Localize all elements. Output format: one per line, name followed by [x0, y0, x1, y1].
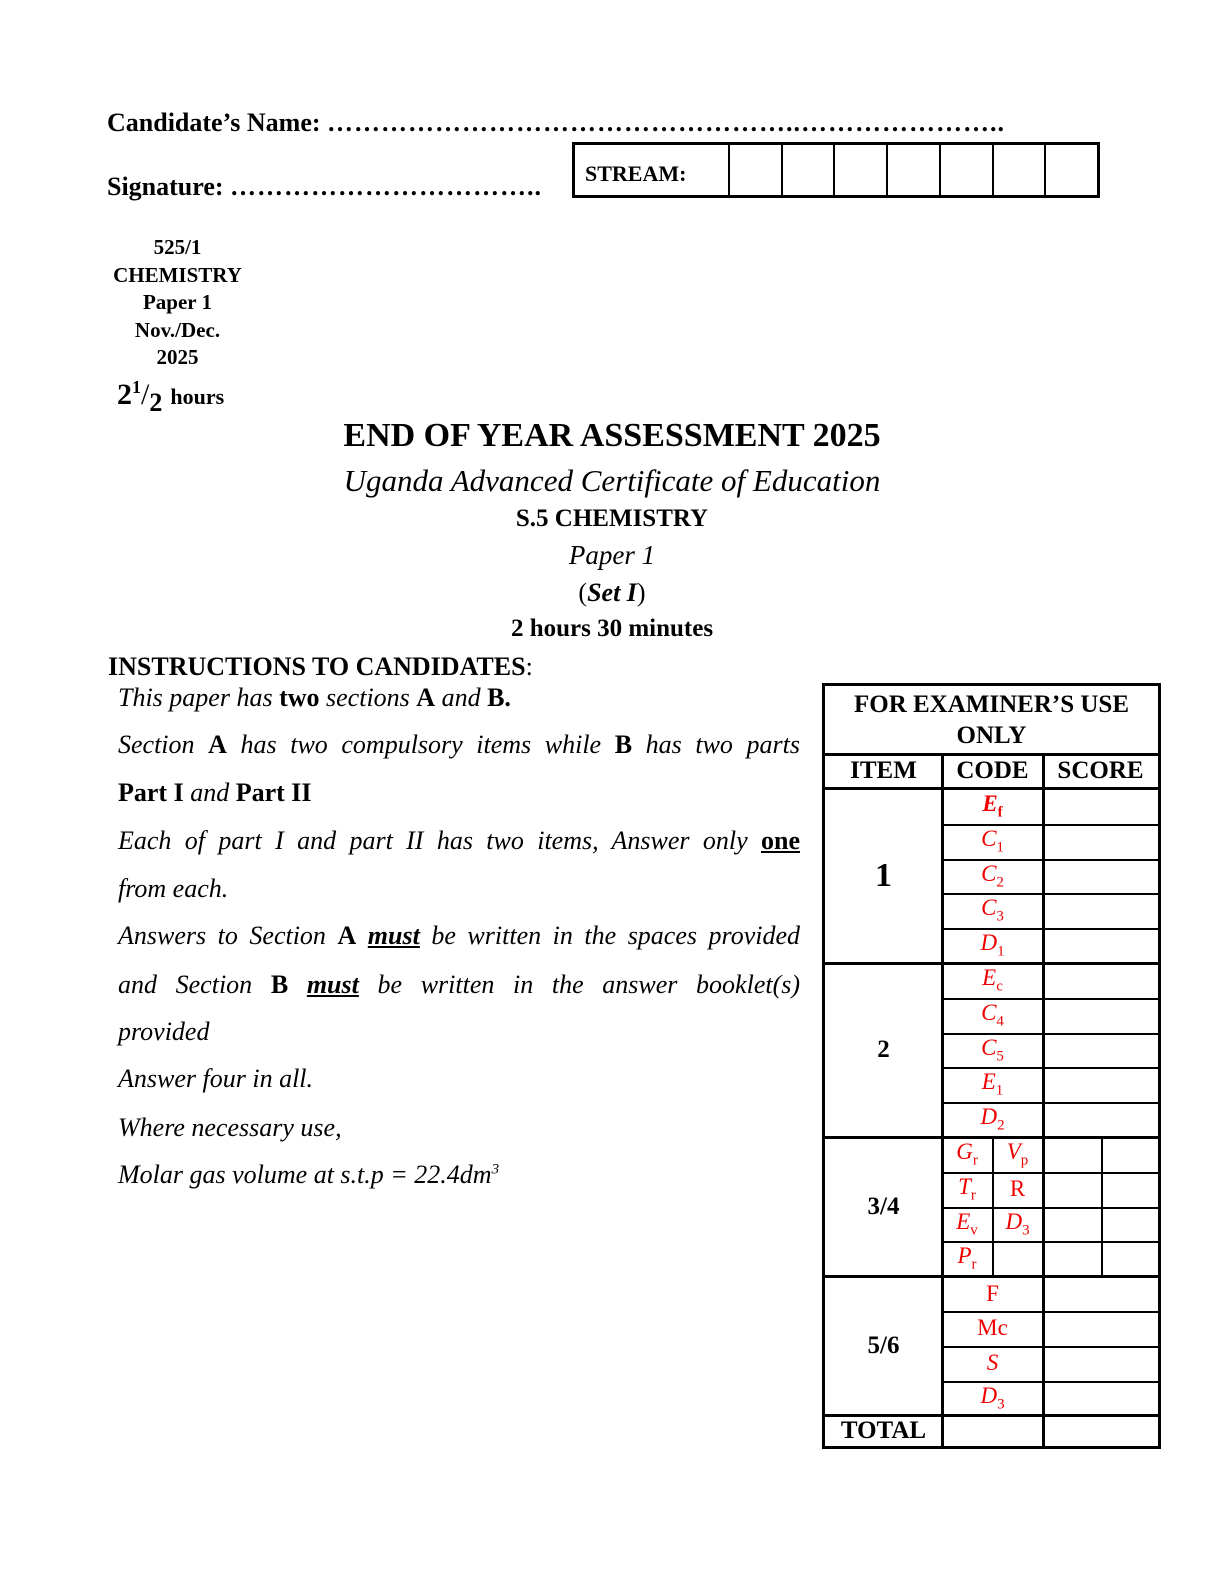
examiner-title — [825, 686, 1158, 753]
total-score-cell[interactable] — [1043, 1415, 1158, 1446]
code-cell — [942, 1311, 1043, 1346]
page-title: END OF YEAR ASSESSMENT 2025 — [343, 417, 881, 454]
item-number: 3/4 — [867, 1192, 900, 1220]
text: B — [270, 970, 289, 999]
table-rule — [942, 1241, 1158, 1243]
text: A — [337, 921, 357, 950]
exam-paper: Paper 1 — [568, 540, 656, 570]
col-header-item: ITEM — [850, 757, 917, 784]
set-close: ) — [636, 578, 646, 607]
stream-cell[interactable] — [835, 145, 888, 195]
page-subtitle: Uganda Advanced Certificate of Education — [343, 463, 881, 498]
score-cell[interactable] — [1043, 1172, 1101, 1207]
exam-duration: 2 hours 30 minutes — [510, 615, 714, 642]
paper-subject: CHEMISTRY — [113, 262, 242, 287]
score-cell[interactable] — [1043, 963, 1158, 998]
instruction-line-1 — [118, 683, 800, 713]
total-code-cell — [942, 1415, 1043, 1446]
stream-cell[interactable] — [730, 145, 783, 195]
text: and — [435, 683, 488, 712]
score-code-subscript: p — [1020, 1152, 1029, 1169]
table-rule — [942, 1172, 1158, 1174]
stream-label: STREAM: — [575, 145, 730, 195]
score-code: Mc — [977, 1315, 1008, 1341]
text: A — [416, 683, 436, 712]
score-cell[interactable] — [1101, 1241, 1158, 1276]
item-number: 5/6 — [867, 1331, 900, 1359]
code-cell — [992, 1241, 1043, 1276]
score-cell[interactable] — [1043, 1102, 1158, 1137]
text: Section — [118, 730, 209, 759]
code-cell — [942, 1137, 992, 1172]
candidate-name-dots: ……………………………………………..………………….. — [327, 108, 1006, 137]
score-cell[interactable] — [1101, 1207, 1158, 1242]
score-code-subscript: 2 — [996, 874, 1004, 891]
score-code-subscript: 2 — [997, 1117, 1005, 1134]
table-rule — [942, 928, 1158, 930]
text: has two parts — [632, 730, 800, 759]
exam-subject: S.5 CHEMISTRY — [515, 505, 709, 532]
instruction-line-4 — [118, 826, 800, 856]
score-cell[interactable] — [1043, 1137, 1101, 1172]
table-rule — [1101, 1137, 1103, 1276]
instruction-line-5: from each. — [118, 874, 229, 903]
score-cell[interactable] — [1043, 1067, 1158, 1102]
score-code: F — [986, 1280, 999, 1306]
time-numerator: 1 — [132, 377, 141, 397]
text: and — [183, 778, 236, 807]
score-code: $E_1$ — [981, 1069, 1004, 1100]
stream-cell[interactable] — [941, 145, 994, 195]
score-cell[interactable] — [1043, 859, 1158, 894]
code-cell — [942, 1172, 992, 1207]
table-rule — [1042, 753, 1045, 1446]
code-cell — [942, 1346, 1043, 1381]
item-number: 1 — [875, 857, 892, 894]
examiner-title-line: FOR EXAMINER’S USE — [853, 690, 1130, 718]
text: be written in the spaces provided — [419, 921, 800, 950]
score-code: $D_1$ — [980, 930, 1005, 960]
score-code: $E_f$ — [982, 791, 1003, 821]
text: be written in the answer booklet(s) — [358, 970, 801, 999]
table-rule — [942, 1067, 1158, 1069]
paper-number: Paper 1 — [142, 290, 213, 314]
instructions-heading — [108, 652, 533, 682]
score-code: $P_r$ — [957, 1243, 977, 1274]
stream-box — [572, 142, 1100, 198]
text: 3 — [491, 1161, 500, 1178]
instruction-line-2 — [118, 730, 800, 760]
code-cell — [942, 1276, 1043, 1311]
signature-field[interactable] — [107, 172, 542, 202]
candidate-name-field[interactable] — [107, 108, 1005, 138]
code-cell — [942, 1102, 1043, 1137]
text: has two compulsory items while — [226, 730, 615, 759]
score-cell[interactable] — [1043, 998, 1158, 1033]
score-code-subscript: 3 — [997, 1396, 1005, 1413]
table-rule — [942, 1346, 1158, 1348]
table-rule — [992, 1137, 994, 1276]
text — [356, 921, 368, 950]
text: Part II — [235, 778, 312, 807]
examiner-table — [822, 683, 1161, 1449]
stream-cell[interactable] — [1046, 145, 1097, 195]
score-cell[interactable] — [1043, 1033, 1158, 1068]
score-code-subscript: r — [972, 1152, 978, 1169]
text: and Section — [118, 970, 271, 999]
score-cell[interactable] — [1043, 824, 1158, 859]
text: sections — [319, 683, 417, 712]
score-cell[interactable] — [1043, 1276, 1158, 1311]
code-cell — [942, 1033, 1043, 1068]
text: Each of part I and part II has two items, Answer only — [118, 826, 761, 855]
table-rule — [942, 998, 1158, 1000]
paper-period: Nov./Dec. — [134, 317, 221, 342]
score-cell[interactable] — [1043, 789, 1158, 824]
table-rule — [942, 1033, 1158, 1035]
candidate-name-label: Candidate’s Name: — [107, 108, 321, 137]
score-code-subscript: 1 — [995, 1083, 1004, 1100]
score-cell[interactable] — [1043, 893, 1158, 928]
score-cell[interactable] — [1043, 1346, 1158, 1381]
score-cell[interactable] — [1101, 1172, 1158, 1207]
score-code: $C_1$ — [981, 825, 1004, 856]
code-cell — [942, 789, 1043, 824]
signature-dots: …………………………….. — [230, 172, 543, 201]
instruction-line-6 — [118, 921, 800, 951]
code-cell — [942, 928, 1043, 963]
code-cell — [942, 824, 1043, 859]
time-unit: hours — [170, 384, 225, 409]
score-code-subscript: 1 — [996, 839, 1004, 856]
instructions-heading-text: INSTRUCTIONS TO CANDIDATES — [108, 652, 526, 681]
instruction-line-8: provided — [118, 1017, 210, 1046]
col-header-code: CODE — [956, 757, 1029, 784]
code-cell — [992, 1207, 1043, 1242]
instruction-line-7 — [118, 970, 800, 1000]
set-open: ( — [578, 578, 588, 607]
paper-meta — [100, 234, 255, 372]
code-cell — [992, 1172, 1043, 1207]
score-cell[interactable] — [1043, 1311, 1158, 1346]
score-code-subscript: c — [996, 978, 1003, 995]
paper-code: 525/1 — [153, 235, 202, 259]
total-label: TOTAL — [840, 1416, 927, 1444]
score-code: $E_c$ — [982, 965, 1003, 995]
table-rule — [942, 1102, 1158, 1104]
table-rule — [942, 1207, 1158, 1209]
paper-year: 2025 — [156, 345, 199, 369]
score-code: $D_3$ — [1005, 1208, 1030, 1239]
instruction-line-10: Where necessary use, — [118, 1113, 342, 1142]
score-code-subscript: r — [971, 1257, 977, 1274]
instruction-line-11 — [118, 1160, 800, 1190]
signature-label: Signature: — [107, 172, 224, 201]
score-code-subscript: 4 — [996, 1013, 1004, 1030]
score-cell[interactable] — [1043, 1381, 1158, 1416]
table-rule — [942, 824, 1158, 826]
text: two — [279, 683, 320, 712]
stream-cell[interactable] — [783, 145, 836, 195]
score-code: $C_3$ — [981, 895, 1004, 926]
text: This paper has — [118, 683, 280, 712]
code-cell — [942, 893, 1043, 928]
instructions-colon: : — [525, 652, 533, 681]
table-rule — [941, 753, 944, 1446]
score-code-subscript: 1 — [997, 943, 1005, 960]
instruction-line-9: Answer four in all. — [118, 1064, 314, 1093]
text: A — [208, 730, 227, 759]
table-rule — [942, 893, 1158, 895]
time-whole: 2 — [117, 378, 132, 411]
stream-cell[interactable] — [994, 145, 1047, 195]
exam-set — [0, 578, 1224, 608]
score-cell[interactable] — [1101, 1137, 1158, 1172]
score-code: $C_2$ — [981, 860, 1004, 891]
score-code: $V_p$ — [1006, 1139, 1029, 1169]
text: one — [761, 826, 800, 855]
col-header-score: SCORE — [1057, 757, 1144, 784]
score-code: $T_r$ — [958, 1173, 976, 1204]
score-code: $D_2$ — [980, 1104, 1005, 1134]
score-code-subscript: 5 — [996, 1048, 1004, 1065]
score-code: R — [1009, 1176, 1026, 1202]
instruction-line-3 — [118, 778, 800, 808]
table-rule — [942, 1381, 1158, 1383]
text: must — [306, 970, 359, 999]
table-rule — [942, 1311, 1158, 1313]
code-cell — [942, 859, 1043, 894]
text: Molar gas volume at s.t.p = 22.4dm — [118, 1160, 492, 1189]
score-cell[interactable] — [1043, 928, 1158, 963]
code-cell — [942, 1207, 992, 1242]
text: B — [614, 730, 633, 759]
code-cell — [942, 1067, 1043, 1102]
code-cell — [942, 963, 1043, 998]
time-denominator: 2 — [149, 388, 163, 417]
stream-cell[interactable] — [888, 145, 941, 195]
score-code: S — [986, 1350, 999, 1376]
text: must — [367, 921, 420, 950]
text: Answers to Section — [118, 921, 338, 950]
score-code-subscript: f — [997, 804, 1003, 821]
code-cell — [942, 998, 1043, 1033]
item-number: 2 — [877, 1036, 890, 1063]
paper-time: $2^1/_2$ hours — [117, 377, 225, 417]
score-code: $C_5$ — [981, 1034, 1004, 1065]
score-code: $C_4$ — [981, 999, 1004, 1030]
score-code-subscript: 3 — [1022, 1222, 1030, 1239]
code-cell — [942, 1241, 992, 1276]
score-code: $E_v$ — [956, 1208, 978, 1239]
text: B. — [487, 683, 511, 712]
text: Part I — [118, 778, 184, 807]
code-cell — [942, 1381, 1043, 1416]
score-cell[interactable] — [1043, 1207, 1101, 1242]
score-code: $G_r$ — [956, 1139, 978, 1169]
examiner-title-line: ONLY — [956, 721, 1027, 749]
table-rule — [942, 859, 1158, 861]
code-cell — [992, 1137, 1043, 1172]
score-code-subscript: r — [970, 1187, 976, 1204]
score-code-subscript: 3 — [996, 909, 1004, 926]
score-code: $D_3$ — [980, 1382, 1005, 1413]
text — [288, 970, 307, 999]
set-label: Set I — [587, 578, 637, 607]
score-cell[interactable] — [1043, 1241, 1101, 1276]
score-code-subscript: v — [970, 1222, 978, 1239]
